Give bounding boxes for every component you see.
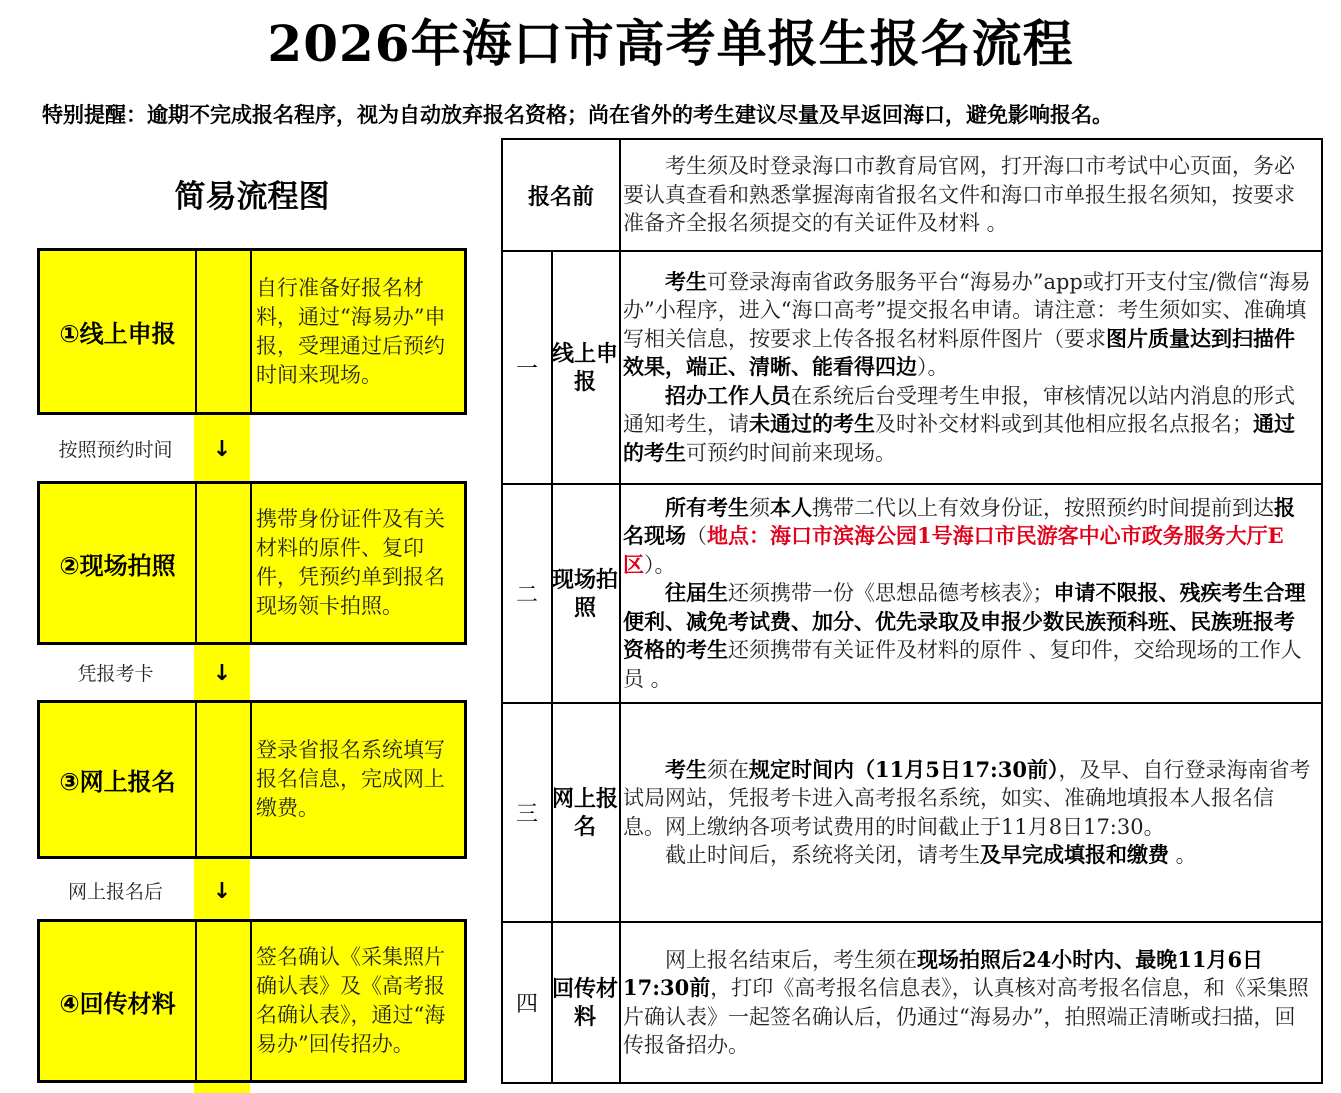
row-number: 三 <box>503 704 553 921</box>
flow-step-desc: 签名确认《采集照片确认表》及《高考报名确认表》，通过“海易办”回传招办。 <box>256 945 446 1056</box>
flow-step-desc: 携带身份证件及有关材料的原件、复印件，凭预约单到报名现场领卡拍照。 <box>256 507 445 618</box>
flow-connector <box>194 1082 250 1093</box>
row-content: 所有考生须本人携带二代以上有效身份证，按照预约时间提前到达报名现场（地点：海口市滨海公园1号海口市民游客中心市政务服务大厅E区）。 往届生还须携带一份《思想品德考核表》；申请不限报、残疾考生合理便利、减免考试费、加分、优先录取及申报少数民族预科班、民族班报考资格的考生还须携带有关证件及材料的原件 、复印件，交给现场的工作人员 。 <box>623 494 1306 691</box>
flow-step-3 <box>37 700 467 859</box>
table-row <box>503 923 1321 1082</box>
row-number: 一 <box>503 252 553 483</box>
table-row <box>503 704 1321 923</box>
row-name: 回传材料 <box>551 923 621 1082</box>
page-title: 2026年海口市高考单报生报名流程 <box>267 14 1074 73</box>
flow-step-1 <box>37 248 467 415</box>
row-content: 考生须及时登录海口市教育局官网，打开海口市考试中心页面，务必要认真查看和熟悉掌握海南省报名文件和海口市单报生报名须知，按要求准备齐全报名须提交的有关证件及材料 。 <box>623 154 1295 236</box>
table-row-pre <box>503 140 1321 252</box>
row-number: 四 <box>503 923 553 1082</box>
process-table <box>501 138 1323 1084</box>
arrow-down-icon: ↓ <box>212 437 232 462</box>
flow-step-4 <box>37 919 467 1083</box>
row-name: 线上申报 <box>551 252 621 483</box>
row-content: 考生须在规定时间内（11月5日17:30前），及早、自行登录海南省考试局网站，凭报考卡进入高考报名系统，如实、准确地填报本人报名信息。网上缴纳各项考试费用的时间截止于11月8日17:30。 截止时间后，系统将关闭，请考生及早完成填报和缴费 。 <box>623 756 1311 867</box>
row-content: 考生可登录海南省政务服务平台“海易办”app或打开支付宝/微信“海易办”小程序，进入“海口高考”提交报名申请。请注意：考生须如实、准确填写相关信息，按要求上传各报名材料原件图片（要求图片质量达到扫描件效果，端正、清晰、能看得四边）。 招办工作人员在系统后台受理考生申报，审核情况以站内消息的形式通知考生，请未通过的考生及时补交材料或到其他相应报名点报名；通过的考生可预约时间前来现场。 <box>623 268 1311 465</box>
special-reminder: 特别提醒：逾期不完成报名程序，视为自动放弃报名资格；尚在省外的考生建议尽量及早返回海口，避免影响报名。 <box>42 102 1113 127</box>
flow-between-text: 网上报名后 <box>67 881 163 903</box>
table-row <box>503 252 1321 485</box>
row-number: 二 <box>503 485 553 702</box>
row-name: 现场拍照 <box>551 485 621 702</box>
flow-between-text: 凭报考卡 <box>77 663 154 685</box>
flow-step-2 <box>37 481 467 645</box>
row-label: 报名前 <box>503 140 621 250</box>
flow-step-label: ②现场拍照 <box>59 551 176 580</box>
flowchart-title: 简易流程图 <box>174 179 330 215</box>
flow-step-desc: 自行准备好报名材料，通过“海易办”申报，受理通过后预约时间来现场。 <box>256 275 446 387</box>
flow-between-text: 按照预约时间 <box>58 439 173 461</box>
row-name: 网上报名 <box>551 704 621 921</box>
arrow-down-icon: ↓ <box>212 661 232 686</box>
row-content: 网上报名结束后，考生须在现场拍照后24小时内、最晚11月6日17:30前，打印《高考报名信息表》，认真核对高考报名信息，和《采集照片确认表》一起签名确认后，仍通过“海易办”，拍照端正清晰或扫描，回传报备招办。 <box>623 946 1309 1057</box>
flow-step-label: ④回传材料 <box>59 989 176 1018</box>
table-row <box>503 485 1321 704</box>
flow-step-label: ①线上申报 <box>59 320 176 348</box>
flow-step-desc: 登录省报名系统填写报名信息，完成网上缴费。 <box>256 738 445 820</box>
flow-step-label: ③网上报名 <box>59 768 176 796</box>
arrow-down-icon: ↓ <box>212 879 232 904</box>
